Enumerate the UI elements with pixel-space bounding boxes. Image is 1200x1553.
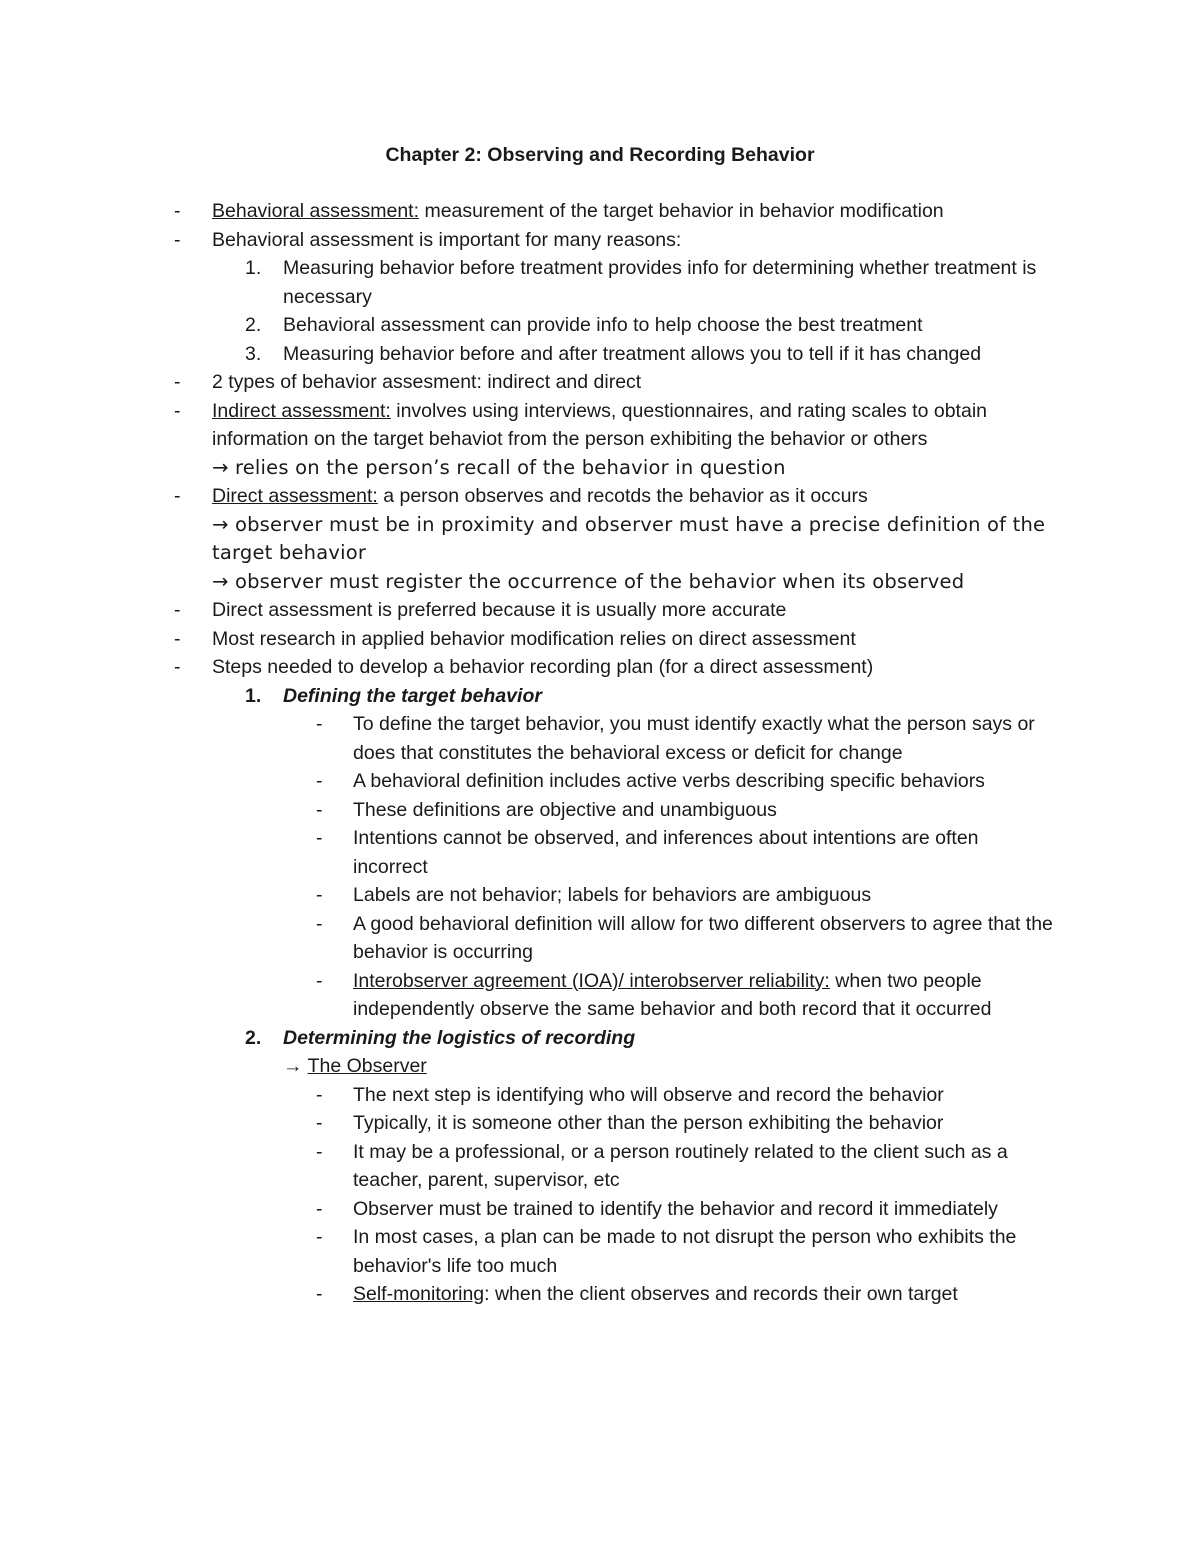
step-heading-text: Defining the target behavior [283,684,542,707]
numbered-item [0,311,1058,340]
sub-list-item [0,881,1058,910]
bullet-marker: - [316,827,323,849]
bullet-marker: - [316,798,323,821]
numbered-item [0,340,1058,369]
sub-list-item [0,1138,1058,1195]
definition-text: when two people independently observe the same behavior and both record that it occurred [353,969,992,1020]
list-item [0,226,1062,255]
list-item [0,197,1062,226]
item-text: The next step is identifying who will observe and record the behavior [353,1083,944,1106]
item-text: These definitions are objective and unambiguous [353,798,777,821]
item-text: In most cases, a plan can be made to not disrupt the person who exhibits the behavior's life too much [353,1226,1017,1277]
sub-list-item [0,1280,1058,1309]
item-text: Behavioral assessment is important for many reasons: [212,228,682,251]
bullet-marker: - [316,1140,323,1163]
bullet-marker: - [174,200,181,222]
bullet-marker: - [316,1083,323,1106]
bullet-marker: - [174,371,181,393]
sub-list-item [0,967,1058,1024]
step-heading [0,1024,1058,1053]
numbered-item [0,254,1058,311]
list-item [0,625,1062,654]
term-direct-assessment: Direct assessment: [212,485,378,507]
bullet-marker: - [316,1226,323,1248]
step-heading [0,682,1058,711]
step-number: 1. [245,684,262,707]
sub-list-item [0,1109,1058,1138]
item-text: Measuring behavior before treatment provides info for determining whether treatment is necessary [283,257,1037,308]
item-text: Observer must be trained to identify the behavior and record it immediately [353,1197,998,1220]
item-text: It may be a professional, or a person routinely related to the client such as a teacher, parent, supervisor, etc [353,1140,1008,1191]
term-behavioral-assessment: Behavioral assessment: [212,200,420,222]
bullet-marker: - [174,656,181,678]
list-item [0,397,1062,483]
arrow-note: → observer must register the occurrence of the behavior when its observed [212,569,965,593]
definition-text: : when the client observes and records their own target [484,1283,958,1305]
list-item [0,596,1062,625]
sub-list-item [0,767,1058,796]
notes-body [0,197,1200,1309]
page-title: Chapter 2: Observing and Recording Behavior [385,144,815,166]
arrow-icon: → [212,455,229,479]
arrow-note: → relies on the person’s recall of the behavior in question [212,455,786,479]
sub-list-item [0,1081,1058,1110]
item-number: 3. [245,342,262,365]
item-text: Steps needed to develop a behavior recording plan (for a direct assessment) [212,656,874,678]
list-item [0,482,1062,596]
bullet-marker: - [316,713,323,735]
item-text: Most research in applied behavior modification relies on direct assessment [212,627,856,650]
definition-text: a person observes and recotds the behavior as it occurs [377,485,868,507]
item-text: Measuring behavior before and after treatment allows you to tell if it has changed [283,342,982,365]
bullet-marker: - [174,599,181,621]
sub-list-item [0,796,1058,825]
item-text: Intentions cannot be observed, and inferences about intentions are often incorrect [353,827,979,878]
sub-list-item [0,824,1058,881]
sub-list-item [0,710,1058,767]
bullet-marker: - [316,912,323,935]
item-number: 1. [245,257,262,279]
item-text: Labels are not behavior; labels for behaviors are ambiguous [353,884,872,906]
arrow-note: → observer must be in proximity and observer must have a precise definition of the target behavior [212,512,1046,564]
arrow-icon: → [212,569,229,593]
item-text: Behavioral assessment can provide info to help choose the best treatment [283,314,923,336]
bullet-marker: - [316,1112,323,1134]
arrow-icon: → [212,512,229,536]
term-self-monitoring: Self-monitoring [353,1283,485,1305]
bullet-marker: - [316,1197,323,1220]
item-text: A good behavioral definition will allow for two different observers to agree that the behavior is occurring [353,912,1053,963]
item-text: Direct assessment is preferred because it is usually more accurate [212,599,787,621]
item-number: 2. [245,314,262,336]
bullet-marker: - [174,399,181,422]
bullet-marker: - [316,884,323,906]
item-text: To define the target behavior, you must identify exactly what the person says or does that constitutes the behavioral excess or deficit for change [353,713,1035,764]
term-indirect-assessment: Indirect assessment: [212,399,391,422]
item-text: 2 types of behavior assesment: indirect and direct [212,371,642,393]
bullet-marker: - [316,969,323,992]
bullet-marker: - [174,627,181,650]
step-heading-text: Determining the logistics of recording [283,1026,636,1049]
list-item [0,368,1062,397]
bullet-marker: - [174,228,181,251]
observer-label: The Observer [307,1055,427,1077]
list-item [0,653,1062,682]
sub-list-item [0,910,1058,967]
bullet-marker: - [174,485,181,507]
arrow-icon: → [283,1055,303,1077]
sub-list-item [0,1195,1058,1224]
subsection-label [0,1052,1058,1081]
bullet-marker: - [316,770,323,792]
bullet-marker: - [316,1283,323,1305]
definition-text: measurement of the target behavior in behavior modification [419,200,944,222]
term-ioa: Interobserver agreement (IOA)/ interobserver reliability: [353,969,830,992]
item-text: A behavioral definition includes active verbs describing specific behaviors [353,770,985,792]
item-text: Typically, it is someone other than the person exhibiting the behavior [353,1112,944,1134]
step-number: 2. [245,1026,262,1049]
sub-list-item [0,1223,1058,1280]
definition-text: involves using interviews, questionnaires, and rating scales to obtain information on the target behaviot from the person exhibiting the behavior or others [212,399,987,450]
